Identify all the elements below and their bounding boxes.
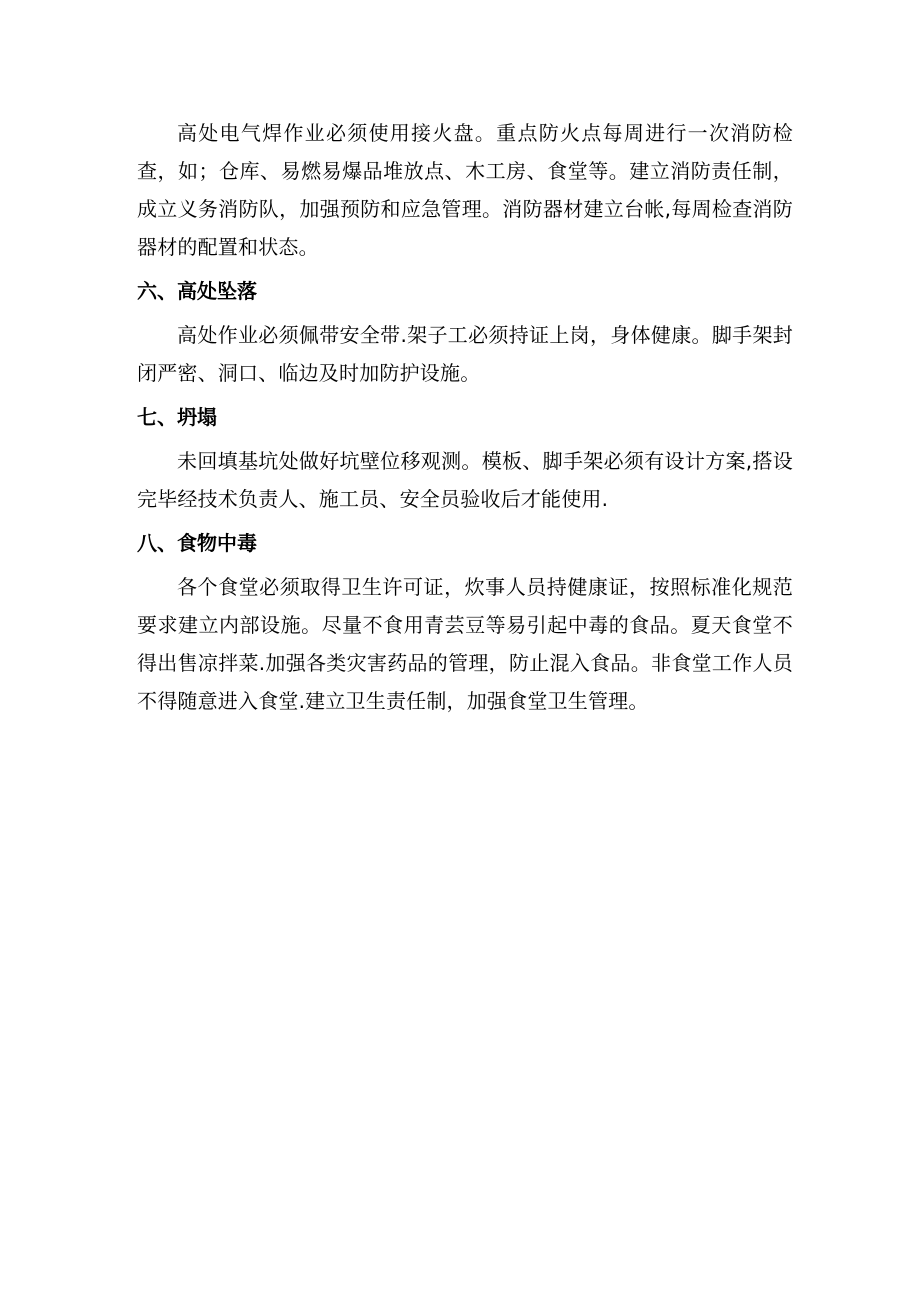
paragraph-food-poisoning: 各个食堂必须取得卫生许可证，炊事人员持健康证，按照标准化规范要求建立内部设施。尽量不食用青芸豆等易引起中毒的食品。夏天食堂不得出售凉拌菜.加强各类灾害药品的管理，防止混入食品。非食堂工作人员不得随意进入食堂.建立卫生责任制，加强食堂卫生管理。 [137,575,793,713]
paragraph-collapse: 未回填基坑处做好坑壁位移观测。模板、脚手架必须有设计方案,搭设完毕经技术负责人、施工员、安全员验收后才能使用. [137,449,793,511]
paragraph-falling-from-height: 高处作业必须佩带安全带.架子工必须持证上岗，身体健康。脚手架封闭严密、洞口、临边及时加防护设施。 [137,323,793,385]
heading-collapse: 七、坍塌 [137,405,217,429]
paragraph-fire-prevention: 高处电气焊作业必须使用接火盘。重点防火点每周进行一次消防检查，如；仓库、易燃易爆品堆放点、木工房、食堂等。建立消防责任制，成立义务消防队，加强预防和应急管理。消防器材建立台帐,每周检查消防器材的配置和状态。 [137,121,793,259]
document-body [137,114,793,720]
heading-food-poisoning: 八、食物中毒 [137,531,257,555]
heading-falling-from-height: 六、高处坠落 [137,279,257,303]
